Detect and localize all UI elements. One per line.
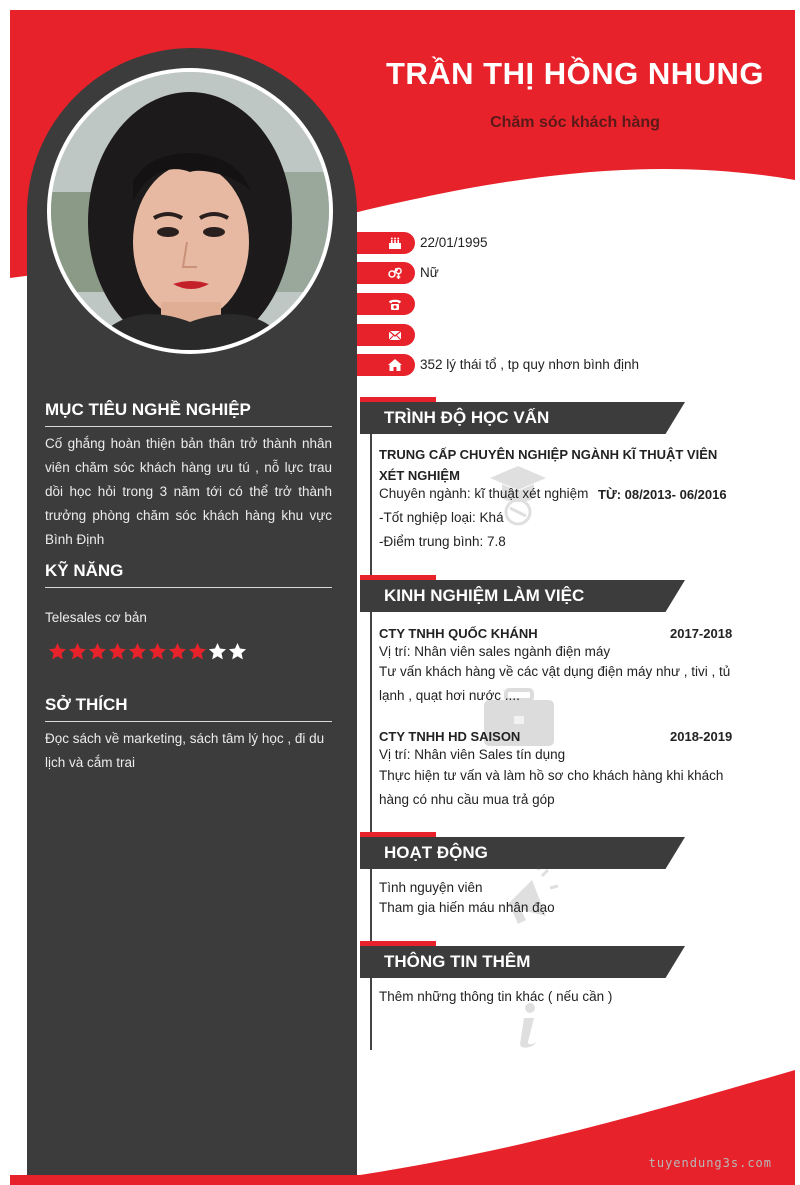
contact-tab xyxy=(357,324,415,346)
contact-tab xyxy=(357,293,415,315)
contact-birthday xyxy=(357,232,777,256)
avatar xyxy=(51,72,329,350)
star-filled-icon xyxy=(108,642,127,661)
hobbies-title: SỞ THÍCH xyxy=(45,695,332,722)
education-period: TỪ: 08/2013- 06/2016 xyxy=(598,487,727,502)
experience-header xyxy=(360,580,685,612)
home-icon xyxy=(387,357,403,373)
additional-text: Thêm những thông tin khác ( nếu cần ) xyxy=(379,989,613,1004)
phone-icon xyxy=(387,296,403,312)
job-description: Thực hiện tư vấn và làm hồ sơ cho khách hàng khi khách hàng có nhu cầu mua trả góp xyxy=(379,768,724,807)
education-gpa: -Điểm trung bình: 7.8 xyxy=(379,534,506,549)
objective-text: Cố ghắng hoàn thiện bản thân trở thành nhân viên chăm sóc khách hàng ưu tú , nỗ lực trau dồi học hỏi trong 3 năm tới có thể trở thành trưởng phòng chăm sóc khách hàng khu vực Bình Định xyxy=(45,436,332,547)
skills-title: KỸ NĂNG xyxy=(45,561,332,588)
additional-title: THÔNG TIN THÊM xyxy=(384,952,531,971)
job-years: 2018-2019 xyxy=(670,729,733,744)
skill-rating xyxy=(48,642,247,661)
star-filled-icon xyxy=(128,642,147,661)
contact-gender xyxy=(357,262,777,286)
email-icon xyxy=(387,327,403,343)
contact-tab xyxy=(357,354,415,376)
star-filled-icon xyxy=(168,642,187,661)
site-watermark: tuyendung3s.com xyxy=(648,1156,772,1170)
contact-phone xyxy=(357,293,777,317)
activities-header xyxy=(360,837,685,869)
info-icon xyxy=(512,1002,542,1050)
job-years: 2017-2018 xyxy=(670,626,733,641)
job-position: Vị trí: Nhân viên Sales tín dụng xyxy=(379,747,566,762)
experience-title: KINH NGHIỆM LÀM VIỆC xyxy=(384,586,585,605)
contact-value: 352 lý thái tổ , tp quy nhơn bình định xyxy=(420,357,640,372)
star-filled-icon xyxy=(68,642,87,661)
avatar-portrait-icon xyxy=(51,72,329,350)
contact-address xyxy=(357,354,777,378)
education-major: Chuyên ngành: kĩ thuật xét nghiệm xyxy=(379,486,589,501)
contact-value: 22/01/1995 xyxy=(420,235,488,250)
star-filled-icon xyxy=(88,642,107,661)
contact-tab xyxy=(357,232,415,254)
star-filled-icon xyxy=(188,642,207,661)
job-description: Tư vấn khách hàng về các vật dụng điện máy như , tivi , tủ lạnh , quạt hơi nước .... xyxy=(379,664,731,703)
education-title: TRÌNH ĐỘ HỌC VẤN xyxy=(384,408,550,427)
gender-icon xyxy=(387,265,403,281)
education-header xyxy=(360,402,685,434)
star-filled-icon xyxy=(48,642,67,661)
activity-item: Tham gia hiến máu nhân đạo xyxy=(379,900,555,915)
cake-icon xyxy=(387,235,403,251)
additional-header xyxy=(360,946,685,978)
education-grade: -Tốt nghiệp loại: Khá xyxy=(379,510,504,525)
hobbies-text: Đọc sách về marketing, sách tâm lý học , đi du lịch và cắm trai xyxy=(45,731,325,770)
job-company: CTY TNHH HD SAISON xyxy=(379,729,521,744)
activities-title: HOẠT ĐỘNG xyxy=(384,843,488,862)
education-school: TRUNG CẤP CHUYÊN NGHIỆP NGÀNH KĨ THUẬT VIÊN XÉT NGHIỆM xyxy=(379,447,718,483)
candidate-name: TRẦN THỊ HỒNG NHUNG xyxy=(385,56,765,91)
star-empty-icon xyxy=(228,642,247,661)
star-empty-icon xyxy=(208,642,227,661)
candidate-title: Chăm sóc khách hàng xyxy=(490,114,660,131)
job-company: CTY TNHH QUỐC KHÁNH xyxy=(379,626,538,641)
skill-name: Telesales cơ bản xyxy=(45,610,147,625)
activity-item: Tình nguyện viên xyxy=(379,880,483,895)
job-position: Vị trí: Nhân viên sales ngành điện máy xyxy=(379,644,611,659)
contact-value: Nữ xyxy=(420,265,439,280)
objective-title: MỤC TIÊU NGHỀ NGHIỆP xyxy=(45,400,332,427)
contact-tab xyxy=(357,262,415,284)
star-filled-icon xyxy=(148,642,167,661)
contact-email xyxy=(357,324,777,348)
